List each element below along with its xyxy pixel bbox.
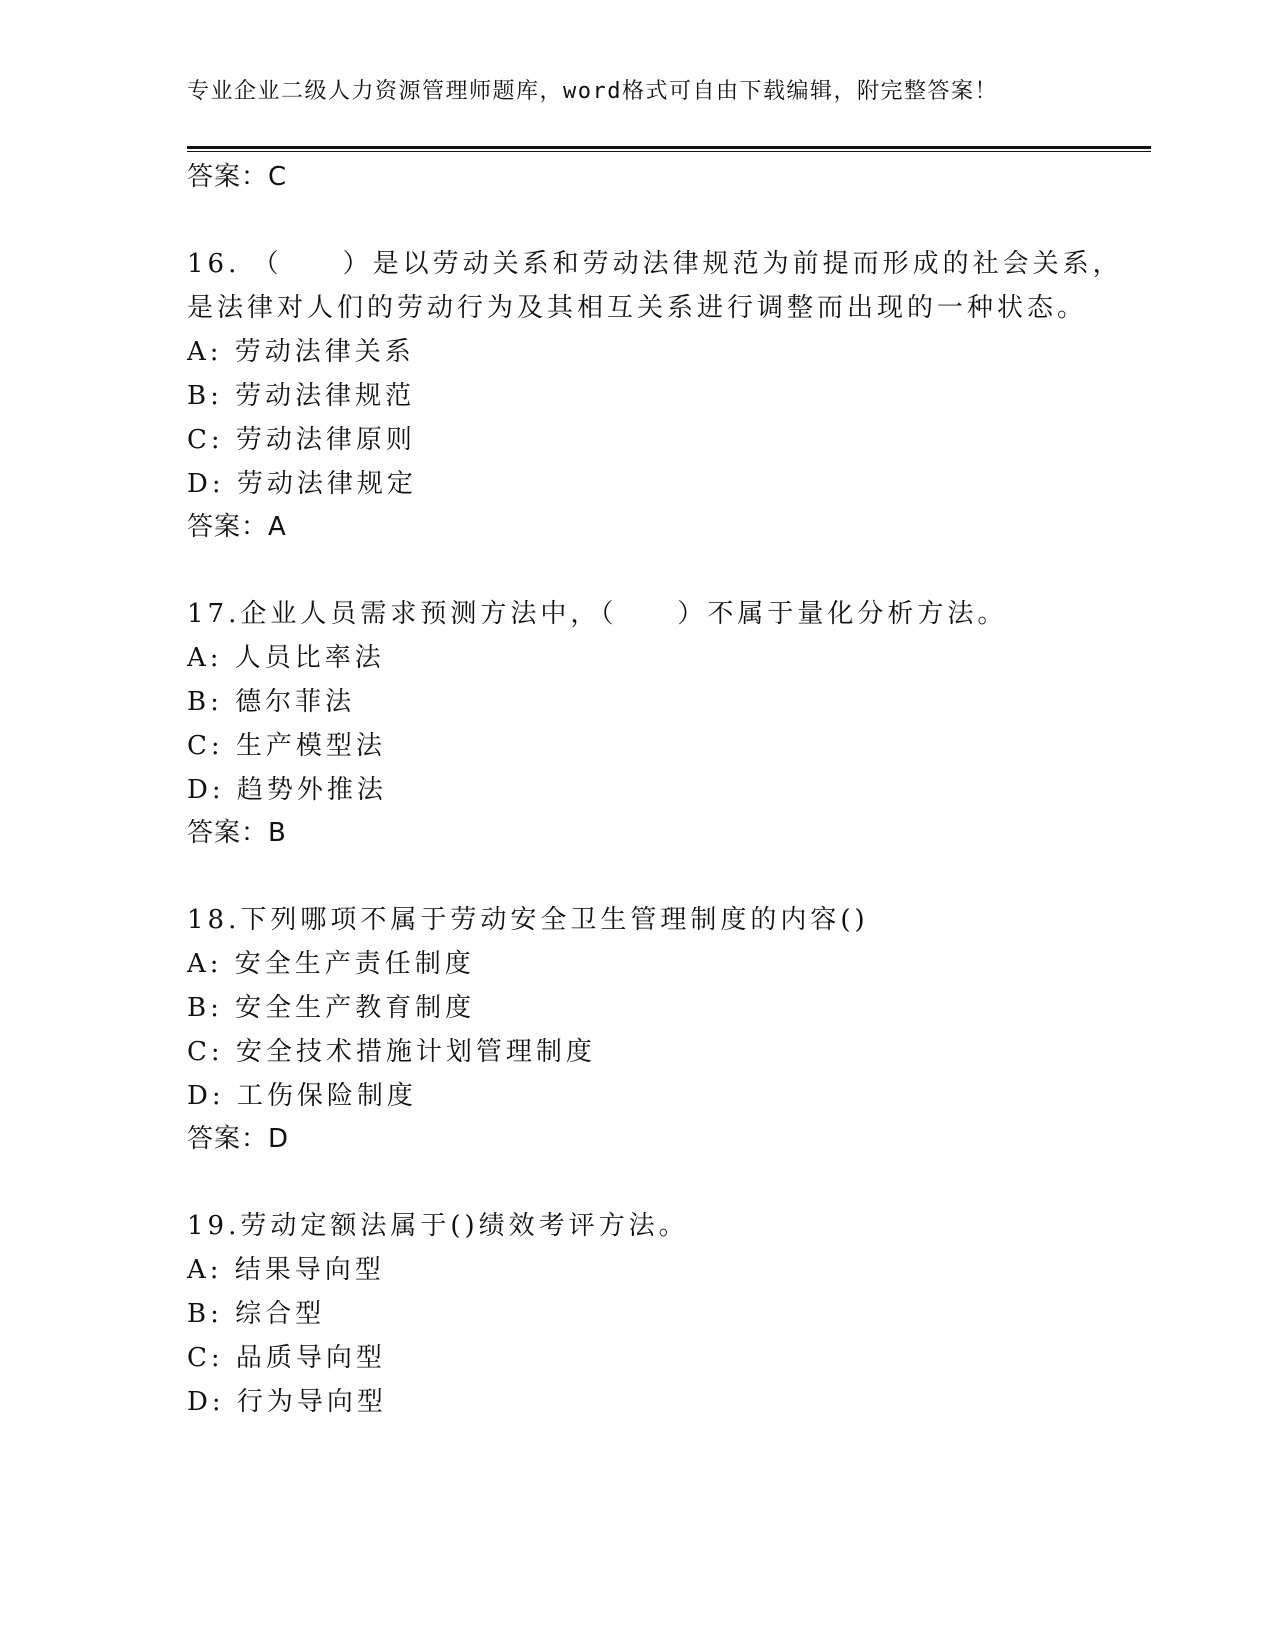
question-19-option-d: D: 行为导向型 [187,1387,387,1417]
question-16-option-a: A: 劳动法律关系 [187,337,415,367]
answer-previous: 答案：C [187,162,288,192]
question-17-answer: 答案：B [187,818,287,848]
question-18-stem: 18.下列哪项不属于劳动安全卫生管理制度的内容() [187,905,869,935]
question-16-stem-line1: 16. （ ）是以劳动关系和劳动法律规范为前提而形成的社会关系， [187,249,1123,279]
question-16-option-d: D: 劳动法律规定 [187,469,417,499]
question-18-option-a: A: 安全生产责任制度 [187,949,475,979]
question-16-stem-line2: 是法律对人们的劳动行为及其相互关系进行调整而出现的一种状态。 [187,293,1088,323]
question-17-stem: 17.企业人员需求预测方法中，（ ）不属于量化分析方法。 [187,599,1008,629]
question-19-option-b: B: 综合型 [187,1299,326,1329]
question-16-option-c: C: 劳动法律原则 [187,425,416,455]
question-19-option-a: A: 结果导向型 [187,1255,385,1285]
question-17-option-c: C: 生产模型法 [187,731,386,761]
question-17-option-a: A: 人员比率法 [187,643,385,673]
question-18-option-c: C: 安全技术措施计划管理制度 [187,1037,596,1067]
question-19-stem: 19.劳动定额法属于()绩效考评方法。 [187,1211,689,1241]
question-17-option-b: B: 德尔菲法 [187,687,356,717]
header-title: 专业企业二级人力资源管理师题库，word格式可自由下载编辑，附完整答案！ [187,79,998,104]
question-18-answer: 答案：D [187,1124,290,1154]
question-19-option-c: C: 品质导向型 [187,1343,386,1373]
question-16-option-b: B: 劳动法律规范 [187,381,416,411]
header-rule-thick [187,146,1151,149]
question-18-option-b: B: 安全生产教育制度 [187,993,476,1023]
question-16-answer: 答案：A [187,512,287,542]
question-18-option-d: D: 工伤保险制度 [187,1081,417,1111]
question-17-option-d: D: 趋势外推法 [187,775,387,805]
header-rule-thin [187,151,1151,152]
